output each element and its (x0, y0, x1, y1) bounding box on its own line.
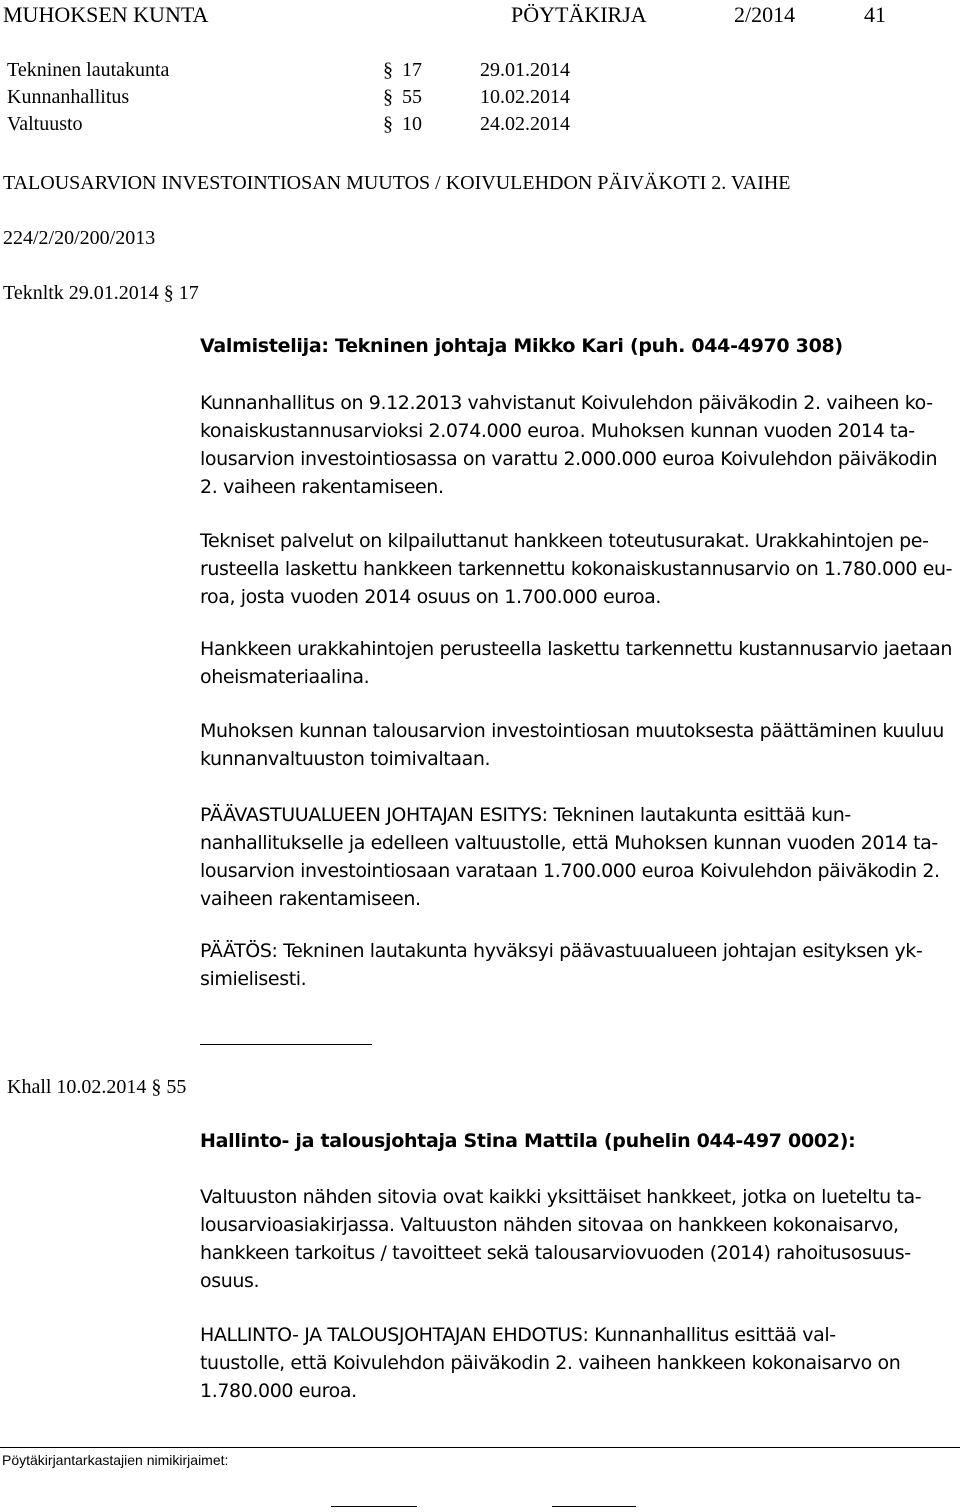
meeting-date: 24.02.2014 (480, 113, 570, 135)
meeting-date: 10.02.2014 (480, 86, 570, 108)
text-line: Valtuuston nähden sitovia ovat kaikki yksittäiset hankkeet, jotka on lueteltu ta- (200, 1186, 922, 1208)
text-line: oheismateriaalina. (200, 666, 370, 688)
text-line: PÄÄVASTUUALUEEN JOHTAJAN ESITYS: Tekninen lautakunta esittää kun- (200, 804, 851, 826)
meeting-date: 29.01.2014 (480, 59, 570, 81)
khall-label: Khall 10.02.2014 § 55 (7, 1076, 187, 1098)
municipality-name: MUHOKSEN KUNTA (3, 2, 209, 27)
text-line: nanhallitukselle ja edelleen valtuustolle, että Muhoksen kunnan vuoden 2014 ta- (200, 832, 938, 854)
teknltk-paragraph-2 (200, 527, 952, 611)
text-line: kunnanvaltuuston toimivaltaan. (200, 748, 491, 770)
text-line: konaiskustannusarvioksi 2.074.000 euroa. Muhoksen kunnan vuoden 2014 ta- (200, 420, 915, 442)
text-line: lousarvion investointiosaan varataan 1.700.000 euroa Koivulehdon päiväkodin 2. (200, 860, 940, 882)
teknltk-decision (200, 937, 952, 993)
khall-preparer: Hallinto- ja talousjohtaja Stina Mattila (puhelin 044-497 0002): (200, 1130, 856, 1152)
text-line: rusteella laskettu hankkeen tarkennettu kokonaiskustannusarvio on 1.780.000 eu- (200, 558, 953, 580)
text-line: osuus. (200, 1270, 260, 1292)
khall-proposal (200, 1321, 952, 1405)
text-line: Kunnanhallitus on 9.12.2013 vahvistanut Koivulehdon päiväkodin 2. vaiheen ko- (200, 392, 933, 414)
teknltk-paragraph-1 (200, 389, 952, 501)
text-line: Muhoksen kunnan talousarvion investointiosan muutoksesta päättäminen kuuluu (200, 720, 944, 742)
teknltk-paragraph-3 (200, 635, 952, 691)
meeting-body: Tekninen lautakunta (7, 59, 170, 81)
meeting-body: Kunnanhallitus (7, 86, 130, 108)
signature-line (552, 1506, 636, 1507)
teknltk-proposal (200, 801, 952, 913)
signature-line (331, 1506, 417, 1507)
teknltk-paragraph-4 (200, 717, 952, 773)
footer-inspectors-label: Pöytäkirjantarkastajien nimikirjaimet: (2, 1452, 229, 1468)
text-line: PÄÄTÖS: Tekninen lautakunta hyväksyi päävastuualueen johtajan esityksen yk- (200, 940, 923, 962)
text-line: lousarvion investointiosassa on varattu 2.000.000 euroa Koivulehdon päiväkodin (200, 448, 938, 470)
text-line: simielisesti. (200, 968, 307, 990)
text-line: hankkeen tarkoitus / tavoitteet sekä talousarviovuoden (2014) rahoitusosuus- (200, 1242, 911, 1264)
section-mark: § (383, 59, 393, 81)
reference-number: 224/2/20/200/2013 (3, 227, 156, 249)
teknltk-preparer: Valmistelija: Tekninen johtaja Mikko Kari (puh. 044-4970 308) (200, 335, 843, 357)
section-number: 10 (402, 113, 422, 135)
text-line: Tekniset palvelut on kilpailuttanut hankkeen toteutusurakat. Urakkahintojen pe- (200, 530, 929, 552)
text-line: roa, josta vuoden 2014 osuus on 1.700.000 euroa. (200, 586, 662, 608)
section-mark: § (383, 113, 393, 135)
text-line: tuustolle, että Koivulehdon päiväkodin 2. vaiheen hankkeen kokonaisarvo on (200, 1352, 901, 1374)
section-mark: § (383, 86, 393, 108)
footer-rule (0, 1447, 960, 1448)
text-line: Hankkeen urakkahintojen perusteella laskettu tarkennettu kustannusarvio jaetaan (200, 638, 953, 660)
text-line: HALLINTO- JA TALOUSJOHTAJAN EHDOTUS: Kunnanhallitus esittää val- (200, 1324, 836, 1346)
text-line: 1.780.000 euroa. (200, 1380, 357, 1402)
section-separator (200, 1044, 372, 1045)
document-type: PÖYTÄKIRJA (511, 2, 647, 27)
page-number: 41 (864, 2, 886, 27)
section-number: 17 (402, 59, 422, 81)
text-line: lousarvioasiakirjassa. Valtuuston nähden sitovaa on hankkeen kokonaisarvo, (200, 1214, 899, 1236)
teknltk-label: Teknltk 29.01.2014 § 17 (3, 282, 199, 304)
meeting-body: Valtuusto (7, 113, 83, 135)
text-line: vaiheen rakentamiseen. (200, 888, 421, 910)
document-number: 2/2014 (734, 2, 796, 27)
section-number: 55 (402, 86, 422, 108)
text-line: 2. vaiheen rakentamiseen. (200, 476, 444, 498)
document-title: TALOUSARVION INVESTOINTIOSAN MUUTOS / KOIVULEHDON PÄIVÄKOTI 2. VAIHE (3, 172, 791, 194)
khall-paragraph-1 (200, 1183, 952, 1295)
